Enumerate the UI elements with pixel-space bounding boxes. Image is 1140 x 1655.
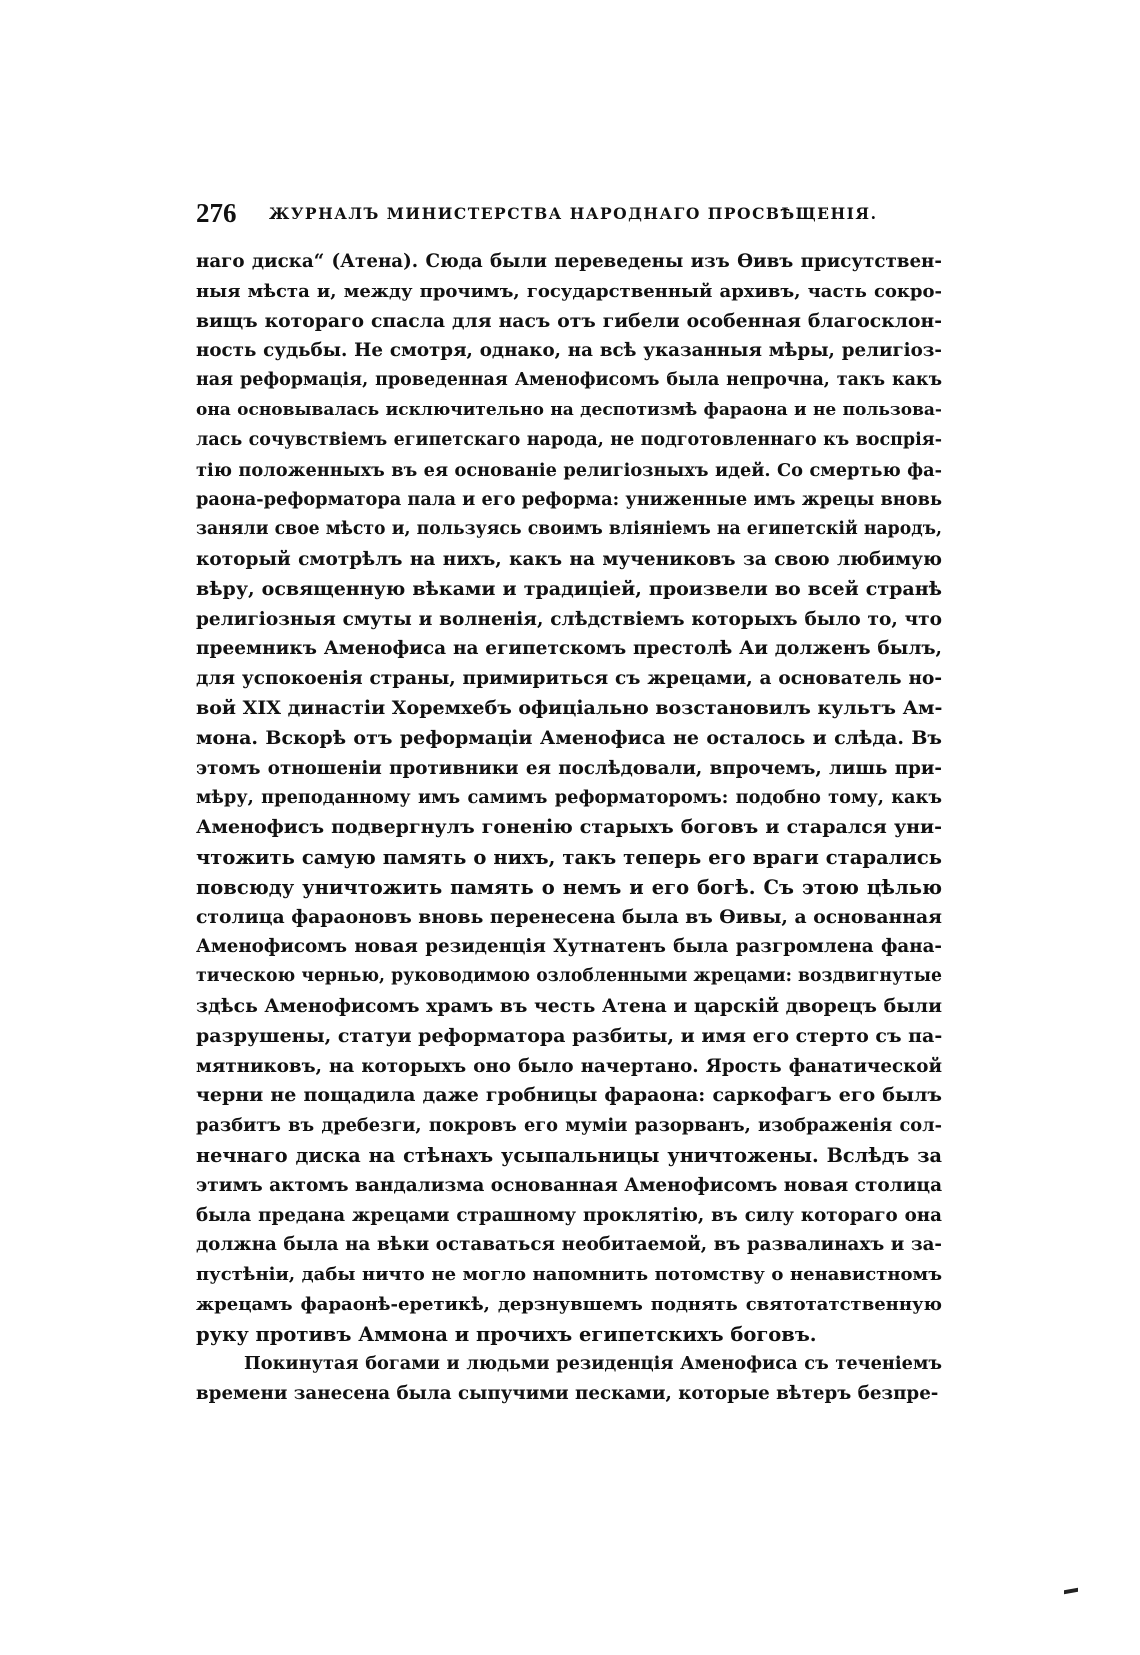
text-line: черни не пощадила даже гробницы фараона: саркофагъ его былъ [196, 1084, 942, 1107]
text-line: этимъ актомъ вандализма основанная Аменофисомъ новая столица [196, 1174, 943, 1196]
text-line: пустѣніи, дабы ничто не могло напомнить потомству о ненавистномъ [196, 1264, 942, 1286]
journal-title: ЖУРНАЛЪ МИНИСТЕРСТВА НАРОДНАГО ПРОСВѢЩЕНІЯ. [269, 204, 878, 223]
text-line: заняли свое мѣсто и, пользуясь своимъ вліяніемъ на египетскій народъ, [196, 519, 942, 540]
text-line: должна была на вѣки оставаться необитаемой, въ развалинахъ и за- [196, 1234, 942, 1256]
text-line: лась сочувствіемъ египетскаго народа, не подготовленнаго къ воспрія- [196, 429, 942, 450]
text-line: жрецамъ фараонѣ-еретикѣ, дерзнувшемъ поднять святотатственную [196, 1293, 942, 1315]
text-line: она основывалась исключительно на деспотизмѣ фараона и не пользова- [196, 399, 942, 420]
text-line: ныя мѣста и, между прочимъ, государственный архивъ, часть сокро- [196, 280, 942, 302]
text-line: столица фараоновъ вновь перенесена была въ Ѳивы, а основанная [196, 905, 942, 928]
ink-mark [1064, 1588, 1078, 1594]
text-line: времени занесена была сыпучими песками, которые вѣтеръ безпре- [196, 1383, 939, 1405]
text-line: ная реформація, проведенная Аменофисомъ была непрочна, такъ какъ [196, 370, 942, 391]
text-line: тическою чернью, руководимою озлобленными жрецами: воздвигнутые [196, 966, 942, 987]
text-line: Аменофисомъ новая резиденція Хутнатенъ была разгромлена фана- [196, 936, 942, 958]
running-header [196, 196, 942, 230]
text-line: преемникъ Аменофиса на египетскомъ престолѣ Аи долженъ былъ, [196, 638, 942, 660]
text-line: Аменофисъ подвергнулъ гоненію старыхъ боговъ и старался уни- [196, 816, 942, 839]
text-line: религіозныя смуты и волненія, слѣдствіемъ которыхъ было то, что [196, 608, 942, 630]
text-line: вищъ которагo спасла для насъ отъ гибели особенная благосклон- [196, 309, 942, 332]
text-line: этомъ отношеніи противники ея послѣдовали, впрочемъ, лишь при- [196, 757, 942, 779]
text-line: разрушены, статуи реформатора разбиты, и имя его стерто съ па- [196, 1024, 943, 1047]
text-line: разбитъ въ дребезги, покровъ его муміи разорванъ, изображенія сол- [196, 1115, 942, 1137]
text-line: вой XIX династіи Хоремхебъ офиціально возстановилъ культъ Ам- [196, 696, 943, 719]
text-line: для успокоенія страны, примириться съ жрецами, а основатель но- [196, 668, 942, 690]
text-line: была предана жрецами страшному проклятію, въ силу котораго она [196, 1204, 942, 1226]
text-line: мятниковъ, на которыхъ оно было начертано. Ярость фанатической [196, 1055, 942, 1077]
text-line: ность судьбы. Не смотря, однако, на всѣ указанныя мѣры, религіоз- [196, 340, 942, 362]
text-line: мона. Вскорѣ отъ реформаціи Аменофиса не осталось и слѣда. Въ [196, 726, 942, 749]
text-line: руку противъ Аммона и прочихъ египетскихъ боговъ. [196, 1322, 817, 1346]
text-line: вѣру, освященную вѣками и традиціей, произвели во всей странѣ [196, 577, 942, 600]
page-number: 276 [196, 198, 237, 228]
text-line: здѣсь Аменофисомъ храмъ въ честь Атена и царскій дворецъ были [196, 994, 942, 1017]
text-line: нечнаго диска на стѣнахъ усыпальницы уничтожены. Вслѣдъ за [196, 1143, 942, 1167]
text-line: мѣру, преподанному имъ самимъ реформаторомъ: подобно тому, какъ [196, 787, 942, 809]
text-line: Покинутая богами и людьми резиденція Аменофиса съ теченіемъ [244, 1353, 942, 1375]
text-line: наго диска“ (Атена). Сюда были переведены изъ Ѳивъ присутствен- [196, 251, 942, 272]
body-text [196, 247, 942, 1409]
text-line: повсюду уничтожить память о немъ и его богѣ. Съ этою цѣлью [196, 875, 942, 899]
text-line: раона-реформатора пала и его реформа: униженные имъ жрецы вновь [196, 489, 942, 511]
text-line: который смотрѣлъ на нихъ, какъ на мучениковъ за свою любимую [196, 548, 942, 570]
text-line: тію положенныхъ въ ея основаніе религіозныхъ идей. Со смертью фа- [196, 459, 942, 481]
text-line: чтожить самую память о нихъ, такъ теперь его враги старались [196, 845, 942, 869]
